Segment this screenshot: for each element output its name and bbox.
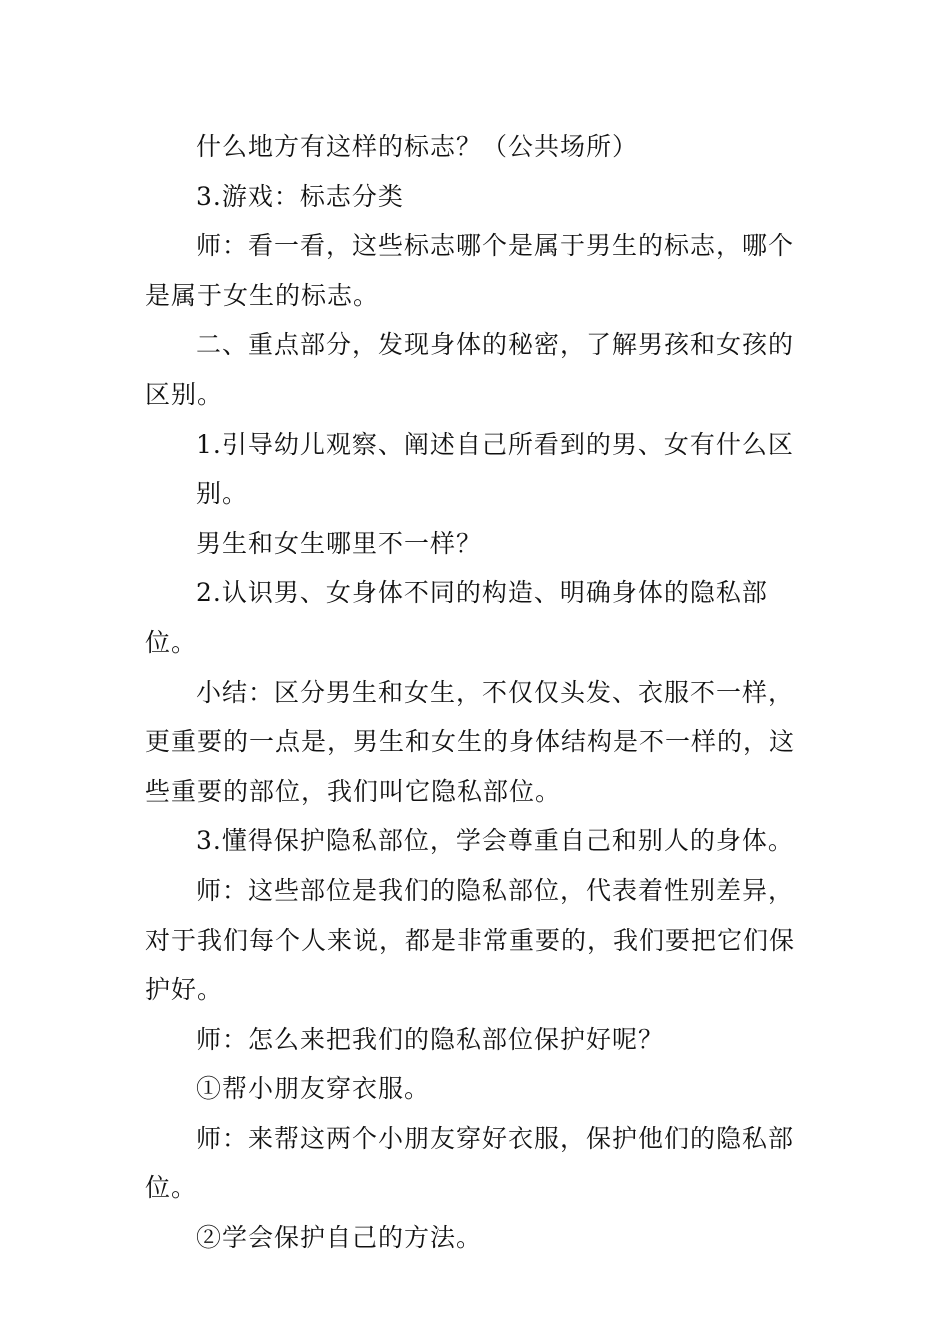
- paragraph: 师：看一看，这些标志哪个是属于男生的标志，哪个是属于女生的标志。: [145, 231, 795, 310]
- paragraph: 小结：区分男生和女生，不仅仅头发、衣服不一样，更重要的一点是，男生和女生的身体结构是不一样的，这些重要的部位，我们叫它隐私部位。: [145, 677, 796, 806]
- paragraph: 师：怎么来把我们的隐私部位保护好呢？: [196, 1024, 665, 1054]
- paragraph: 1.引导幼儿观察、阐述自己所看到的男、女有什么区别。: [196, 429, 794, 509]
- paragraph: 2.认识男、女身体不同的构造、明确身体的隐私部位。: [145, 578, 768, 657]
- paragraph: 什么地方有这样的标志？（公共场所）: [196, 132, 639, 161]
- paragraph: 二、重点部分，发现身体的秘密，了解男孩和女孩的区别。: [145, 330, 795, 409]
- paragraph: 3.游戏：标志分类: [196, 181, 404, 211]
- document-body: [145, 122, 805, 1263]
- paragraph: ②学会保护自己的方法。: [196, 1223, 483, 1253]
- paragraph: 3.懂得保护隐私部位，学会尊重自己和别人的身体。: [196, 826, 794, 856]
- paragraph: 师：这些部位是我们的隐私部位，代表着性别差异，对于我们每个人来说，都是非常重要的，我们要把它们保护好。: [145, 875, 796, 1005]
- paragraph: 师：来帮这两个小朋友穿好衣服，保护他们的隐私部位。: [145, 1123, 795, 1203]
- paragraph: ①帮小朋友穿衣服。: [196, 1074, 431, 1104]
- paragraph: 男生和女生哪里不一样？: [196, 528, 483, 558]
